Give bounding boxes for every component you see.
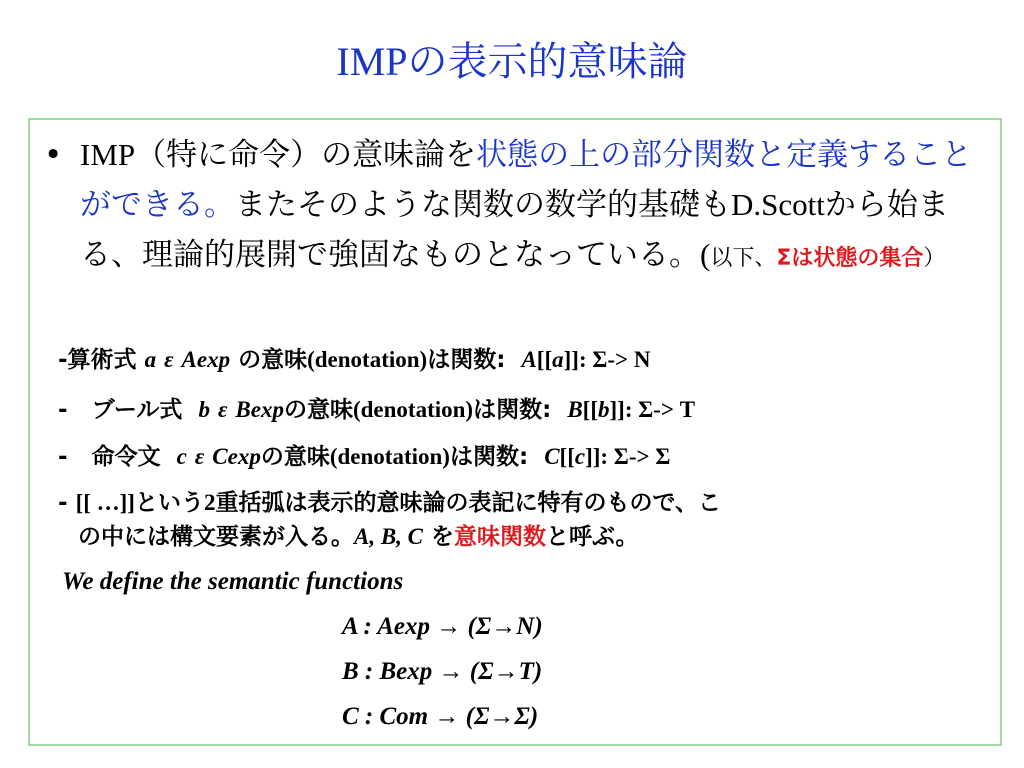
paren-close: ） bbox=[923, 246, 946, 271]
bracket-open: [[ bbox=[536, 347, 553, 372]
bool-label: ブール式 bbox=[91, 397, 183, 423]
is-function: は関数: bbox=[449, 444, 529, 470]
semantic-fn-c bbox=[342, 702, 538, 732]
fn-a-codomain: (Σ→N) bbox=[467, 613, 543, 640]
set-aexp: Aexp bbox=[181, 347, 231, 372]
fn-b-codomain: (Σ→T) bbox=[469, 658, 543, 685]
note-end: と呼ぶ。 bbox=[546, 524, 639, 550]
semantic-function-term: 意味関数 bbox=[454, 524, 547, 550]
var-b: b bbox=[198, 397, 210, 422]
fn-a-domain: A : Aexp bbox=[342, 613, 430, 640]
bullet-text-2: またそのような関数の数学的基礎も bbox=[235, 187, 731, 223]
bullet-text bbox=[80, 130, 994, 284]
fn-b: B bbox=[567, 397, 583, 422]
define-intro: We define the semantic functions bbox=[62, 568, 404, 595]
fn-b-domain: B : Bexp bbox=[342, 658, 433, 685]
note-text-3: の中には構文要素が入る。 bbox=[78, 524, 354, 550]
meaning-text: の意味 bbox=[260, 444, 330, 470]
arith-label: 算術式 bbox=[67, 347, 137, 373]
bullet-lead: （特に命令）の意味論を bbox=[135, 137, 477, 173]
arg-b: b bbox=[598, 397, 610, 422]
slide-title: IMPの表示的意味論 bbox=[336, 39, 688, 84]
particle-wo: を bbox=[431, 524, 455, 550]
bullet-marker: • bbox=[44, 137, 63, 173]
is-function: は関数: bbox=[427, 347, 506, 373]
highlight-text: 状態の上の部分関数と定義することができる。 bbox=[80, 137, 973, 223]
epsilon: ε bbox=[164, 347, 174, 372]
arg-a: a bbox=[552, 347, 564, 372]
arrow: → bbox=[438, 658, 464, 685]
semantic-fn-b bbox=[342, 657, 542, 687]
bracket-open: [[ bbox=[582, 397, 598, 422]
command-label: 命令文 bbox=[91, 444, 161, 470]
var-a: a bbox=[144, 347, 157, 372]
dash: - bbox=[58, 347, 68, 373]
dash: - bbox=[58, 397, 68, 423]
scott-name: D.Scott bbox=[731, 187, 825, 222]
epsilon: ε bbox=[217, 397, 228, 422]
signature-b: ]]: Σ-> T bbox=[609, 397, 696, 422]
denotation-term: (denotation) bbox=[307, 347, 428, 372]
double-brackets: [[ …]] bbox=[75, 490, 135, 515]
denotation-term: (denotation) bbox=[329, 444, 450, 469]
denotation-term: (denotation) bbox=[352, 397, 474, 422]
meaning-text: の意味 bbox=[283, 397, 353, 423]
fn-c: C bbox=[544, 444, 560, 469]
bracket-open: [[ bbox=[559, 444, 575, 469]
epsilon: ε bbox=[194, 444, 205, 469]
bool-expr-line bbox=[58, 395, 695, 425]
is-function: は関数: bbox=[473, 397, 552, 423]
arith-expr-line bbox=[58, 345, 651, 375]
arrow: → bbox=[434, 703, 460, 730]
command-line bbox=[58, 442, 670, 472]
number-two: 2 bbox=[203, 490, 216, 515]
arrow: → bbox=[436, 613, 462, 640]
note-text-1: という bbox=[134, 490, 204, 516]
fn-a: A bbox=[521, 347, 537, 372]
meaning-text: の意味 bbox=[238, 347, 308, 373]
bullet-text-3: から始まる、理論的展開で強固なものとなっている。 bbox=[80, 187, 949, 273]
bracket-note-line-1 bbox=[58, 488, 721, 518]
fn-c-codomain: (Σ→Σ) bbox=[465, 703, 539, 730]
set-bexp: Bexp bbox=[235, 397, 284, 422]
note-text-2: 重括弧は表示的意味論の表記に特有のもので、こ bbox=[215, 490, 721, 516]
bracket-note-line-2 bbox=[78, 522, 639, 552]
abc-functions: A, B, C bbox=[354, 524, 424, 549]
var-c: c bbox=[176, 444, 187, 469]
main-bullet bbox=[44, 130, 994, 284]
dash: - bbox=[58, 490, 68, 516]
state-set-note: Σは状態の集合 bbox=[776, 246, 924, 271]
signature-a: ]]: Σ-> N bbox=[563, 347, 651, 372]
signature-c: ]]: Σ-> Σ bbox=[585, 444, 671, 469]
semantic-fn-a bbox=[342, 612, 543, 642]
imp-term: IMP bbox=[80, 137, 136, 172]
paren-open: ( bbox=[700, 237, 711, 272]
dash: - bbox=[58, 444, 68, 470]
arg-c: c bbox=[574, 444, 586, 469]
note-prefix: 以下、 bbox=[710, 246, 777, 271]
set-cexp: Cexp bbox=[212, 444, 261, 469]
fn-c-domain: C : Com bbox=[342, 703, 429, 730]
